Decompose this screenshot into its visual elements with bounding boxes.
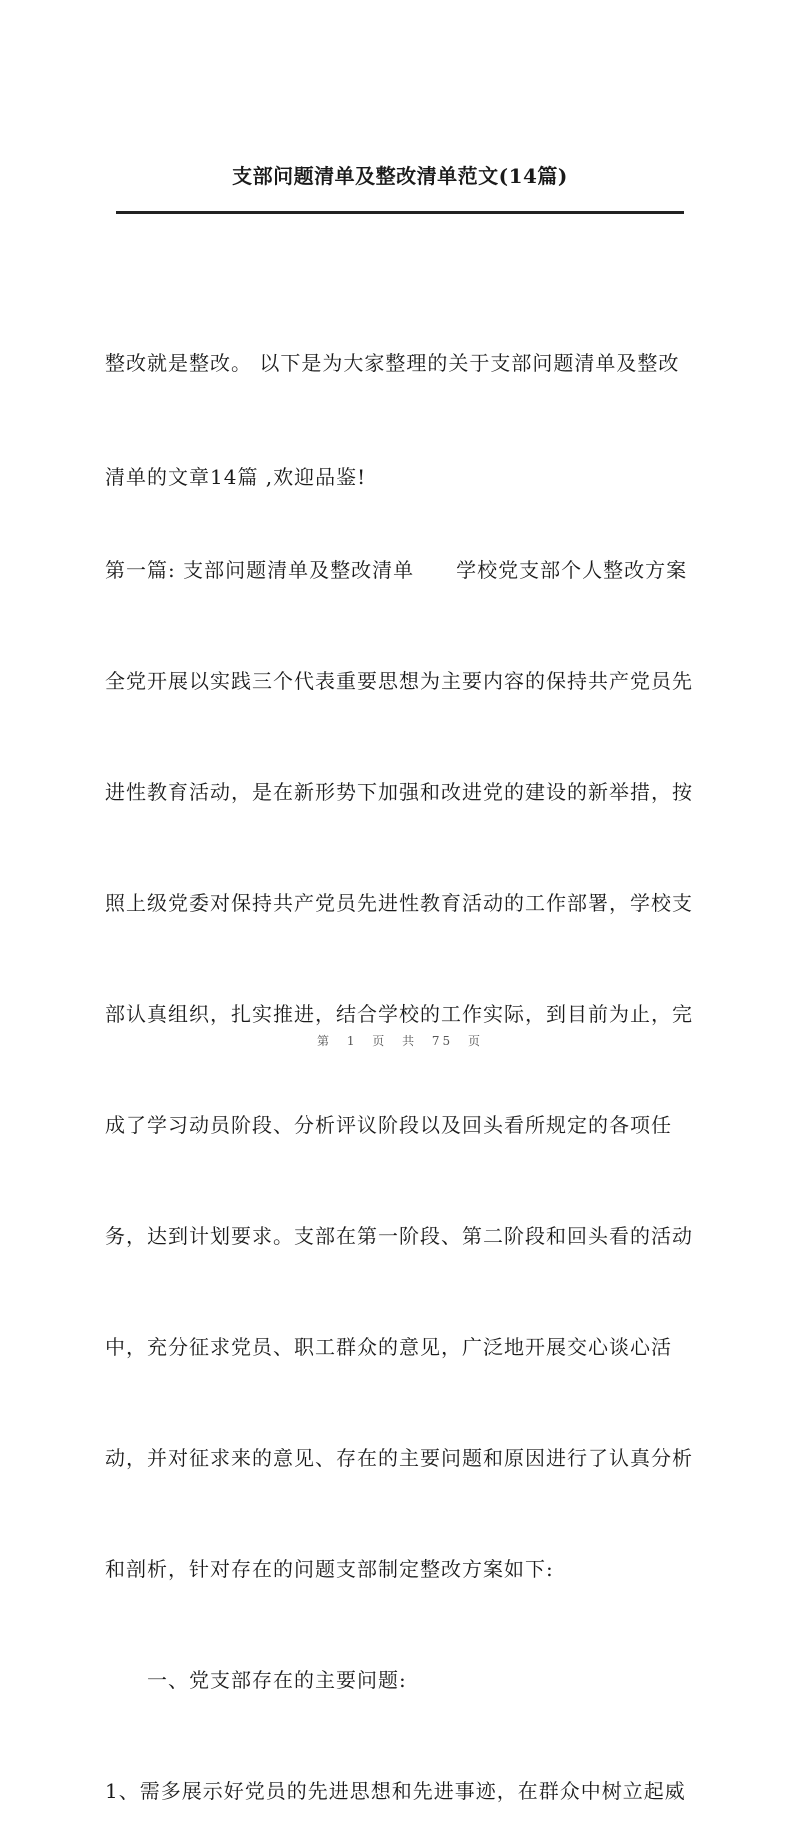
article-body [105,478,705,1847]
body-line: 进性教育活动，是在新形势下加强和改进党的建设的新举措，按 [105,780,693,804]
body-line: 成了学习动员阶段、分析评议阶段以及回头看所规定的各项任 [105,1113,672,1137]
title-divider [116,211,684,214]
body-line: 动，并对征求来的意见、存在的主要问题和原因进行了认真分析 [105,1446,693,1470]
intro-line: 整改就是整改。 以下是为大家整理的关于支部问题清单及整改 [105,351,680,375]
page-number-footer: 第 1 页 共 75 页 [317,1034,483,1048]
body-line: 和剖析，针对存在的问题支部制定整改方案如下: [105,1557,554,1581]
intro-line: 清单的文章14篇 ,欢迎品鉴! [105,465,367,489]
body-line: 部认真组织，扎实推进，结合学校的工作实际，到目前为止，完 [105,1002,693,1026]
list-item: 1、需多展示好党员的先进思想和先进事迹，在群众中树立起威 [105,1779,686,1803]
body-line: 照上级党委对保持共产党员先进性教育活动的工作部署，学校支 [105,891,693,915]
body-line: 第一篇: 支部问题清单及整改清单 学校党支部个人整改方案 [105,558,688,582]
body-line: 全党开展以实践三个代表重要思想为主要内容的保持共产党员先 [105,669,693,693]
body-line: 中，充分征求党员、职工群众的意见，广泛地开展交心谈心活 [105,1335,672,1359]
page-title: 支部问题清单及整改清单范文(14篇) [232,164,568,188]
body-line: 务，达到计划要求。支部在第一阶段、第二阶段和回头看的活动 [105,1224,693,1248]
section-heading: 一、党支部存在的主要问题: [147,1668,407,1692]
